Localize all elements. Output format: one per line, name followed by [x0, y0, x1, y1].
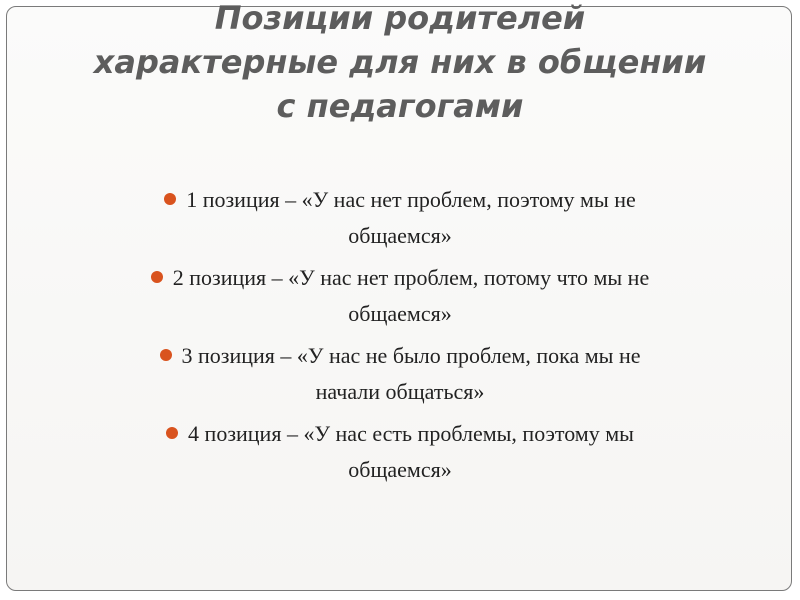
list-item	[60, 416, 740, 488]
item-line-1: 4 позиция – «У нас есть проблемы, поэтому мы	[188, 421, 634, 446]
list-item	[60, 182, 740, 254]
title-line-1: Позиции родителей	[214, 0, 586, 37]
item-line-1: 2 позиция – «У нас нет проблем, потому что мы не	[172, 265, 650, 290]
item-line-2: общаемся»	[348, 457, 452, 482]
bullet-icon	[160, 349, 172, 361]
bullet-icon	[151, 271, 163, 283]
item-line-2: общаемся»	[348, 223, 452, 248]
item-line-2: начали общаться»	[315, 379, 485, 404]
item-line-1: 3 позиция – «У нас не было проблем, пока мы не	[181, 343, 641, 368]
bullet-icon	[166, 427, 178, 439]
list-item	[60, 260, 740, 332]
title-line-3: с педагогами	[276, 87, 524, 125]
item-line-2: общаемся»	[348, 301, 452, 326]
bullet-icon	[164, 193, 176, 205]
slide-title	[0, 0, 800, 128]
positions-list	[60, 182, 740, 494]
item-line-1: 1 позиция – «У нас нет проблем, поэтому мы не	[186, 187, 636, 212]
list-item	[60, 338, 740, 410]
title-line-2: характерные для них в общении	[93, 43, 707, 81]
